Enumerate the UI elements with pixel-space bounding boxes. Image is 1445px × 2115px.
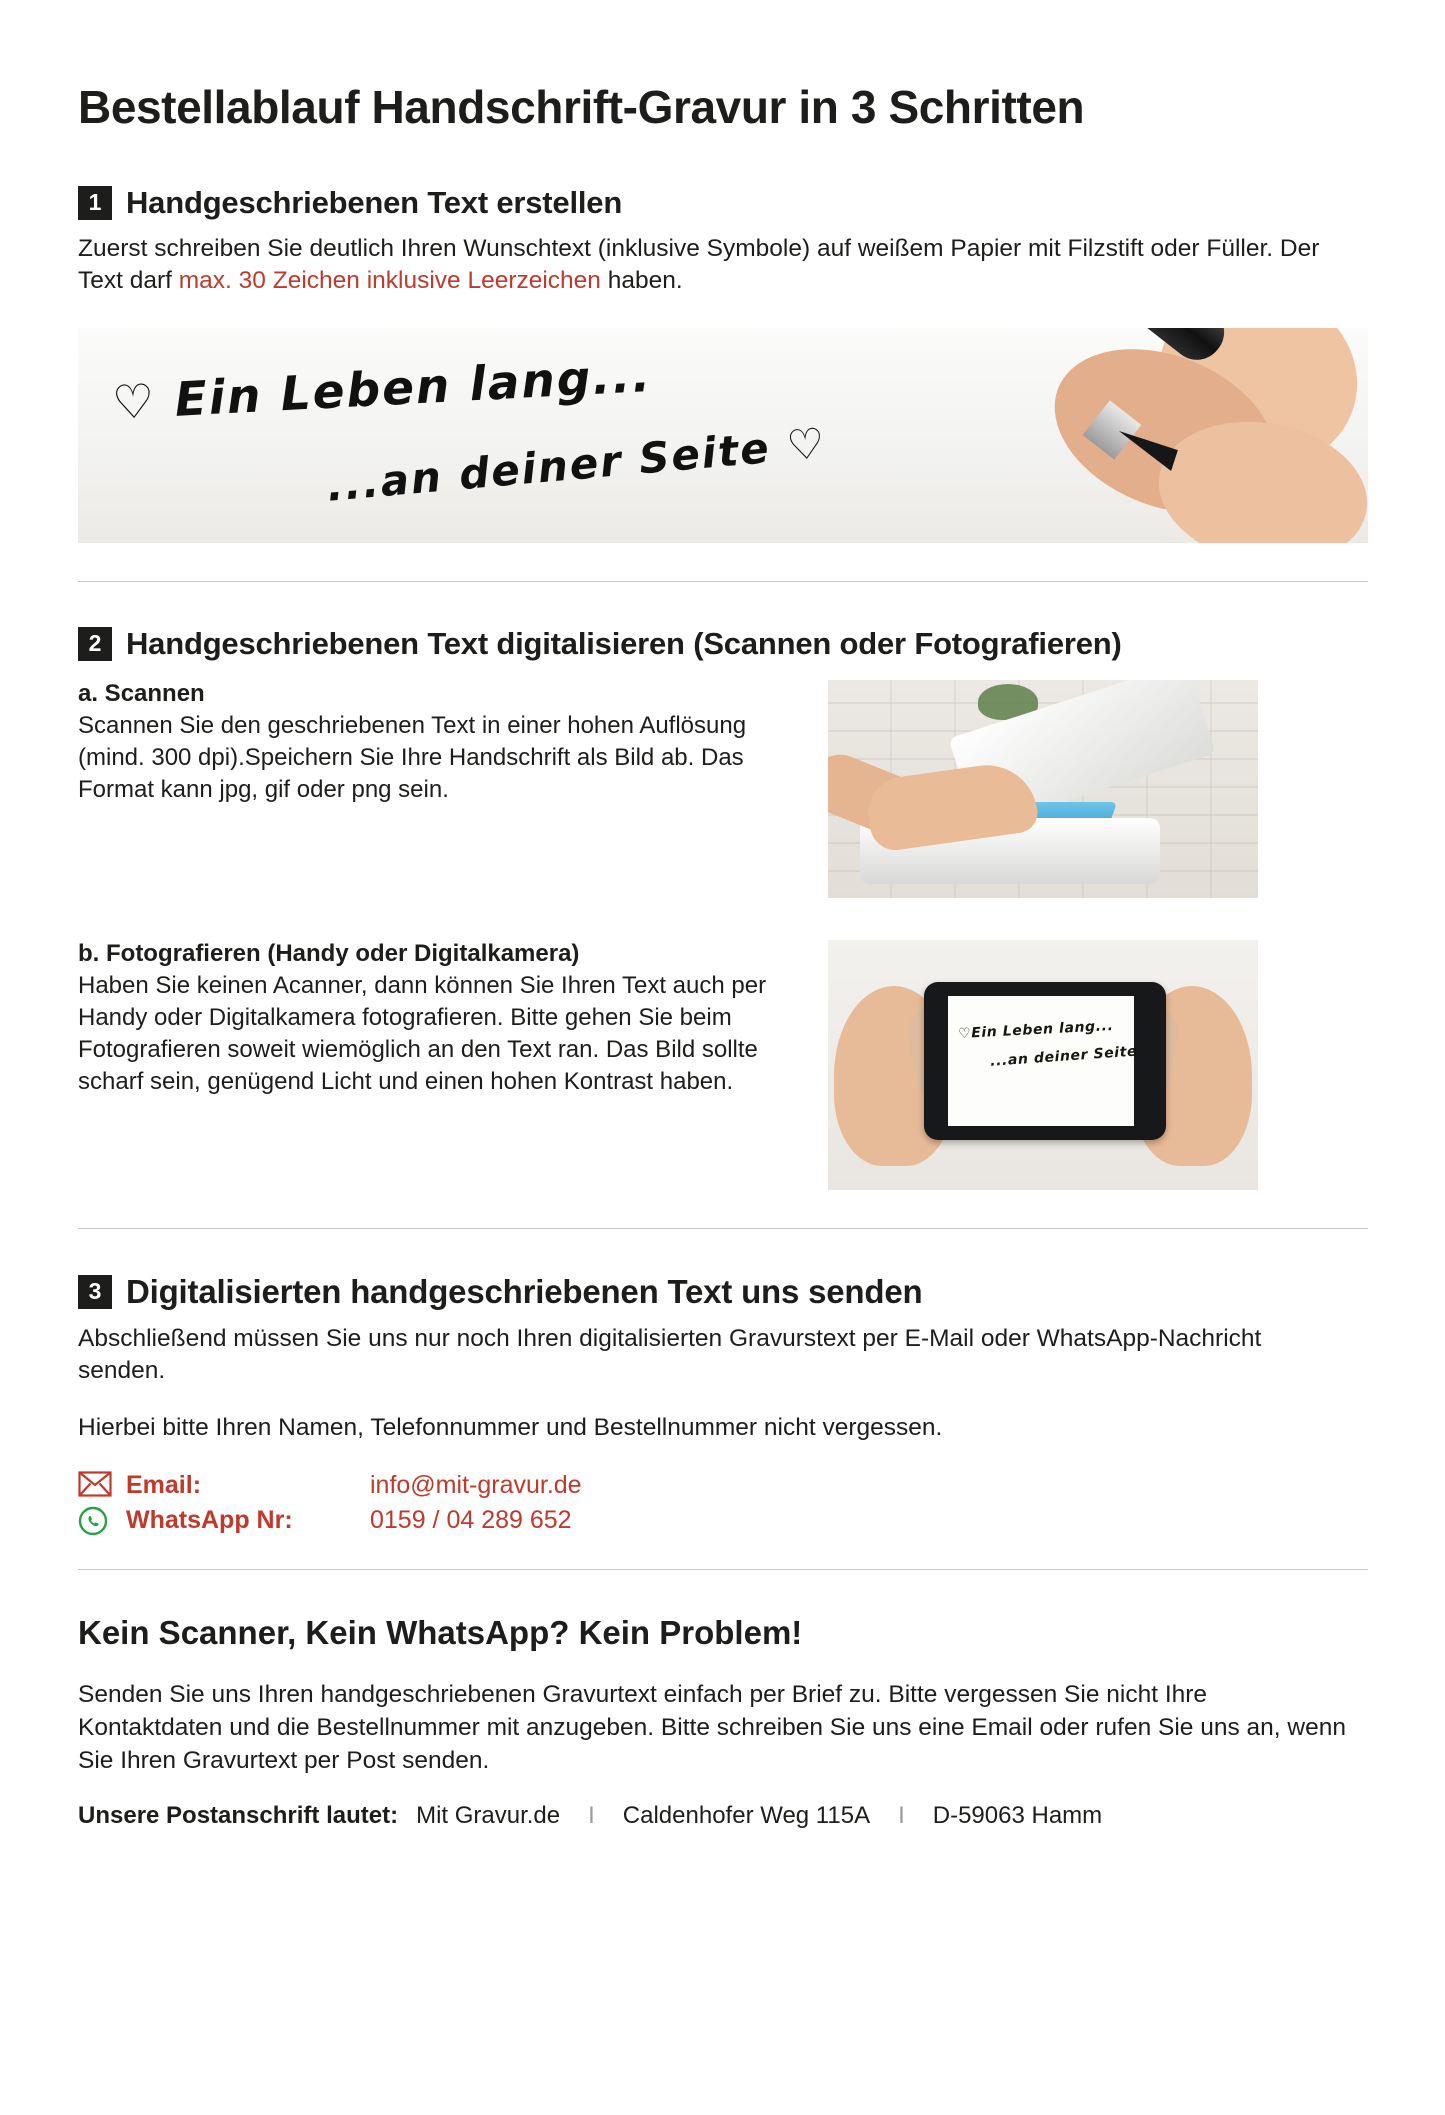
step-1-number: 1 [78, 186, 112, 220]
whatsapp-row[interactable] [78, 1506, 1367, 1535]
postal-separator: I [588, 1802, 595, 1830]
whatsapp-icon [78, 1506, 112, 1534]
handwriting-sample-image [78, 328, 1368, 543]
postal-separator: I [898, 1802, 905, 1830]
email-row[interactable] [78, 1471, 1367, 1500]
step-1-text-after: haben. [600, 267, 683, 295]
step-2a-subhead: a. Scannen [78, 679, 205, 707]
divider [78, 581, 1368, 582]
step-2b-block [78, 940, 1367, 1190]
scanner-photo [828, 680, 1258, 898]
step-1-header [78, 185, 1367, 221]
footer-title: Kein Scanner, Kein WhatsApp? Kein Problem! [78, 1613, 803, 1651]
step-2b-subhead: b. Fotografieren (Handy oder Digitalkamera) [78, 939, 580, 967]
step-1-title: Handgeschriebenen Text erstellen [126, 184, 623, 220]
step-2-number: 2 [78, 627, 112, 661]
email-value[interactable]: info@mit-gravur.de [370, 1470, 582, 1499]
whatsapp-value[interactable]: 0159 / 04 289 652 [370, 1505, 572, 1534]
phone-handwriting-line-1: ♡Ein Leben lang... [957, 1017, 1114, 1042]
contact-block [78, 1471, 1367, 1535]
postal-city: D-59063 Hamm [932, 1802, 1103, 1830]
email-label: Email: [126, 1470, 202, 1499]
step-3-header [78, 1273, 1367, 1311]
postal-company: Mit Gravur.de [416, 1802, 561, 1830]
handwriting-line-2: ...an deiner Seite ♡ [324, 417, 829, 511]
step-2a-text: Scannen Sie den geschriebenen Text in einer hohen Auflösung (mind. 300 dpi).Speichern Sie Ihre Handschrift als Bild ab. Das Format kann jpg, gif oder png sein. [78, 711, 747, 804]
step-1-highlight: max. 30 Zeichen inklusive Leerzeichen [178, 267, 601, 295]
step-2-header [78, 626, 1367, 662]
step-3-text-line-1: Abschließend müssen Sie uns nur noch Ihren digitalisierten Gravurstext per E-Mail oder WhatsApp-Nachricht senden. [78, 1324, 1262, 1385]
envelope-icon [78, 1471, 112, 1499]
step-2-title: Handgeschriebenen Text digitalisieren (Scannen oder Fotografieren) [126, 625, 1122, 661]
divider [78, 1228, 1368, 1229]
postal-street: Caldenhofer Weg 115A [622, 1802, 871, 1830]
step-3-text-line-2: Hierbei bitte Ihren Namen, Telefonnummer und Bestellnummer nicht vergessen. [78, 1414, 943, 1442]
postal-address-row [78, 1802, 1367, 1830]
step-3-title: Digitalisierten handgeschriebenen Text uns senden [126, 1272, 923, 1310]
hand-with-pen-illustration [898, 328, 1368, 543]
divider [78, 1569, 1368, 1570]
step-2a-block [78, 680, 1367, 898]
page-title: Bestellablauf Handschrift-Gravur in 3 Schritten [78, 81, 1085, 133]
handwriting-line-1: ♡ Ein Leben lang... [110, 347, 654, 431]
step-1-text-before: Zuerst schreiben Sie deutlich Ihren Wunschtext (inklusive Symbole) auf weißem Papier mit Filzstift oder Füller. Der Text darf [78, 234, 1320, 295]
smartphone-photo [828, 940, 1258, 1190]
phone-handwriting-line-2: ...an deiner Seite ♡ [989, 1041, 1157, 1070]
step-1-text [78, 233, 1348, 298]
step-2b-text-column [78, 940, 798, 1099]
step-2a-text-column [78, 680, 798, 806]
step-2b-text: Haben Sie keinen Acanner, dann können Sie Ihren Text auch per Handy oder Digitalkamera fotografieren. Bitte gehen Sie beim Fotografieren soweit wiemöglich an den Text ran. Das Bild sollte scharf sein, genügend Licht und einen hohen Kontrast haben. [78, 971, 767, 1096]
postal-label: Unsere Postanschrift lautet: [78, 1802, 399, 1830]
footer-text: Senden Sie uns Ihren handgeschriebenen Gravurtext einfach per Brief zu. Bitte vergessen Sie nicht Ihre Kontaktdaten und die Bestellnummer mit anzugeben. Bitte schreiben Sie uns eine Email oder rufen Sie uns an, wenn Sie Ihren Gravurtext per Post senden. [78, 1681, 1346, 1775]
whatsapp-label: WhatsApp Nr: [126, 1505, 293, 1534]
step-3-number: 3 [78, 1275, 112, 1309]
